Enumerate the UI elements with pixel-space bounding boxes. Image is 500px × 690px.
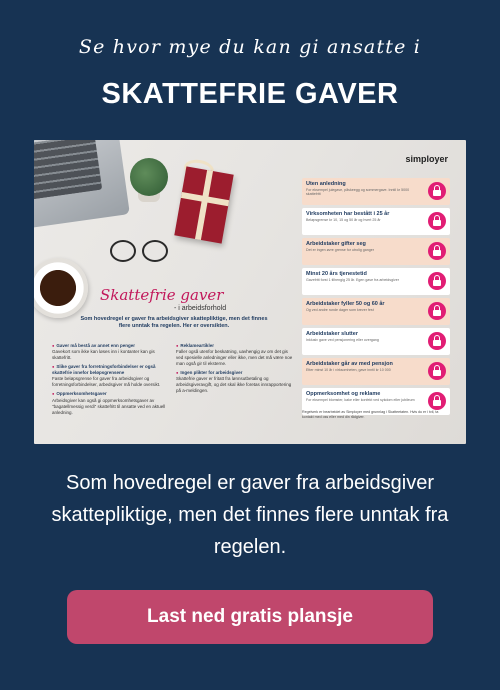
poster-occasion-list bbox=[302, 178, 450, 418]
laptop-photo bbox=[34, 140, 130, 229]
lock-icon bbox=[428, 272, 446, 290]
occasion-sub: For eksempel blomster, kake eller konfekt ved sykdom eller jubileum bbox=[306, 398, 415, 402]
occasion-row bbox=[302, 298, 450, 325]
occasion-sub: Etter minst 10 år i virksomheten, gave inntil kr 10 000 bbox=[306, 368, 391, 372]
occasion-row bbox=[302, 208, 450, 235]
occasion-sub: Gavefritt forst 1 tilhengig 25 år. Egen gave fra arbeidsgiver bbox=[306, 278, 399, 282]
occasion-title: Arbeidstaker går av med pensjon bbox=[306, 361, 393, 367]
occasion-title: Arbeidstaker fyller 50 og 60 år bbox=[306, 301, 385, 307]
page-headline: SKATTEFRIE GAVER bbox=[101, 78, 399, 110]
glasses-photo bbox=[98, 236, 178, 266]
poster-column-right bbox=[176, 340, 296, 395]
occasion-row bbox=[302, 358, 450, 385]
occasion-title: Minst 20 års tjenestetid bbox=[306, 271, 367, 277]
body-description: Som hovedregel er gaver fra arbeidsgiver skattepliktige, men det finnes flere unntak fra regelen. bbox=[51, 472, 449, 558]
poster-point-text: Arbeidsgiver kan også gi oppmerksomhetsgaver av "bagatellmessig verdi" skattefritt til ansatte ved en aktuell anledning. bbox=[52, 397, 166, 415]
poster-footnote: Regelverk er bearbeidet av Simployer med grunnlag i Skatteetaten. Hvis du er i tvil, ta kontakt med oss eller med din rådgiver. bbox=[302, 410, 439, 419]
poster-point-heading: ● Slike gaver fra forretningsforbindelser er også skattefrie innefor beløpsgrensene bbox=[52, 364, 172, 376]
occasion-sub: Og ved andre runde dager som krever fest bbox=[306, 308, 374, 312]
occasion-sub: Beløpsgrense kr 10, 15 og 50 år og hvert 25 år bbox=[306, 218, 381, 222]
occasion-sub: For eksempel julegave, påskeegg og sommergave. Inntil kr 5000 skattefritt bbox=[306, 188, 410, 196]
poster-point-text: Gavekort som ikke kan løses inn i kontanter kan gis skattefritt. bbox=[52, 349, 155, 361]
script-tagline: Se hvor mye du kan gi ansatte i bbox=[78, 36, 422, 58]
poster-title: Skattefrie gaver bbox=[100, 286, 224, 304]
occasion-sub: Inklusiv gave ved pensjonering eller overgang bbox=[306, 338, 379, 342]
download-poster-button[interactable]: Last ned gratis plansje bbox=[67, 590, 433, 644]
lock-icon bbox=[428, 392, 446, 410]
occasion-title: Oppmerksomhet og reklame bbox=[306, 391, 381, 397]
occasion-row bbox=[302, 178, 450, 205]
occasion-row bbox=[302, 328, 450, 355]
plant-photo bbox=[130, 158, 168, 196]
gift-box-photo bbox=[174, 166, 233, 243]
lock-icon bbox=[428, 362, 446, 380]
poster-point-heading: ● Oppmerksomhetsgaver bbox=[52, 391, 172, 397]
poster-point-text: Faste beløpsgrense for gaver fra arbeidsgiver og forretningsforbindelser, arbedsgiver må holde oversikt. bbox=[52, 376, 161, 388]
poster-point-heading: ● Ingen plikter for arbeidsgiver bbox=[176, 370, 296, 376]
occasion-title: Arbeidstaker gifter seg bbox=[306, 241, 366, 247]
coffee-cup-photo bbox=[34, 258, 88, 318]
poster-point-heading: ● Reklameartikler bbox=[176, 343, 296, 349]
lock-icon bbox=[428, 212, 446, 230]
poster-column-left bbox=[52, 340, 172, 416]
poster-preview-image bbox=[34, 140, 466, 444]
occasion-title: Arbeidstaker slutter bbox=[306, 331, 358, 337]
occasion-sub: Det er ingen øvre grense for utrolig ganger bbox=[306, 248, 374, 252]
occasion-row bbox=[302, 238, 450, 265]
occasion-title: Virksomheten har bestått i 25 år bbox=[306, 211, 390, 217]
occasion-title: Uten anledning bbox=[306, 181, 346, 187]
lock-icon bbox=[428, 332, 446, 350]
poster-subtitle: - i arbeidsforhold bbox=[174, 305, 227, 312]
lock-icon bbox=[428, 182, 446, 200]
poster-intro: Som hovedregel er gaver fra arbeidsgiver skattepliktige, men det finnes flere unntak fra regelen. Her er oversikten. bbox=[80, 316, 268, 330]
lock-icon bbox=[428, 242, 446, 260]
poster-point-heading: ● Gaver må bestå av annet enn penger bbox=[52, 343, 172, 349]
lock-icon bbox=[428, 302, 446, 320]
brand-logo: simployer bbox=[405, 154, 448, 164]
poster-point-text: Skattefrie gaver er fritatt fra lønnsutbetaling og arbeidsgiveravgift, og det skal ikke foretas innrapportering på a-meldingen. bbox=[176, 376, 292, 394]
occasion-row bbox=[302, 268, 450, 295]
poster-point-text: Faller også utenfor beskatning, uavhengig av om det gis ved spesielle anledninger eller ikke, men det må være noe man også gir til eksterne. bbox=[176, 349, 293, 367]
